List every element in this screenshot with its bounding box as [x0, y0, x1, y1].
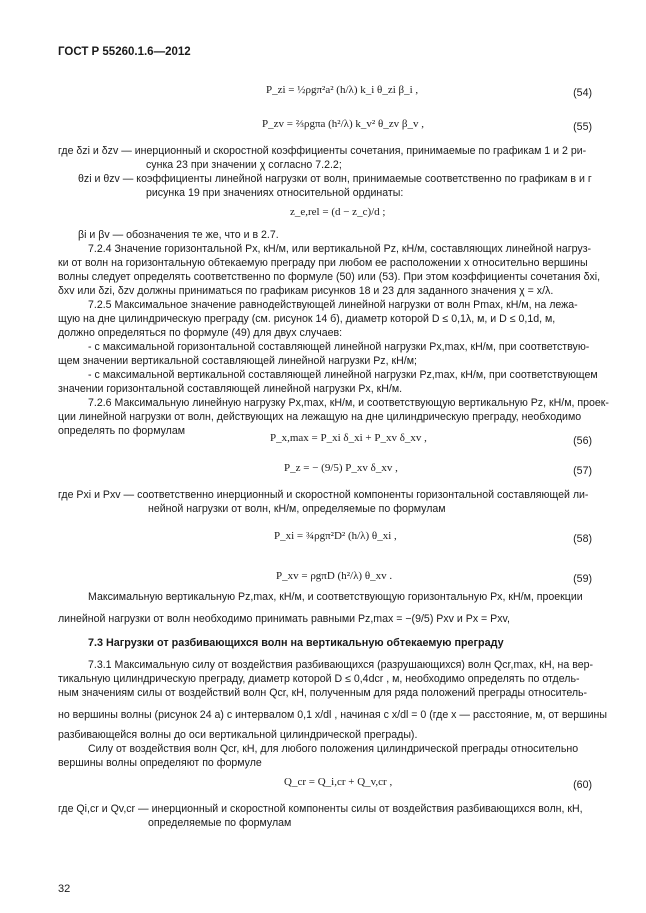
paragraph-line: линейной нагрузки от волн необходимо принимать равными Pz,max = −(9/5) Pxv и Px = Pxv,	[58, 613, 511, 625]
definition-line: нейной нагрузки от волн, кН/м, определяемые по формулам	[148, 503, 446, 515]
equation-60: Q_cr = Q_i,cr + Q_v,cr ,	[284, 776, 393, 788]
equation-57: P_z = − (9/5) P_xv δ_xv ,	[284, 462, 398, 474]
equation-number-58: (58)	[573, 533, 592, 545]
paragraph-line: ным значениям силы от воздействий волн Qcr, кН, полученным для ряда положений преграды относитель-	[58, 687, 588, 699]
paragraph-line: 7.2.6 Максимальную линейную нагрузку Px,max, кН/м, и соответствующую вертикальную Pz, кН/м, проек-	[88, 397, 609, 409]
paragraph-line: определять по формулам	[58, 425, 186, 437]
paragraph-line: вершины волны определяют по формуле	[58, 757, 262, 769]
definition-line: определяемые по формулам	[148, 817, 292, 829]
paragraph-line: 7.3.1 Максимальную силу от воздействия разбивающихся (разрушающихся) волн Qcr,max, кН, на вер-	[88, 659, 594, 671]
paragraph-line: - с максимальной горизонтальной составляющей линейной нагрузки Px,max, кН/м, при соответствую-	[88, 341, 590, 353]
paragraph-line: 7.2.4 Значение горизонтальной Px, кН/м, или вертикальной Pz, кН/м, составляющих линейной нагруз-	[88, 243, 592, 255]
paragraph-line: но вершины волны (рисунок 24 а) с интервалом 0,1 x/dl , начиная с x/dl = 0 (где x — расстояние, м, от вершины	[58, 709, 608, 721]
equation-58: P_xi = ¾ρgπ²D² (h/λ) θ_xi ,	[274, 530, 397, 542]
paragraph-line: щую на дне цилиндрическую преграду (см. рисунок 14 б), диаметр которой D ≤ 0,1λ, м, и D ≤ 0,1d, м,	[58, 313, 556, 325]
equation-55: P_zv = ⅔ρgπa (h²/λ) k_v² θ_zv β_v ,	[262, 118, 424, 130]
paragraph-line: ции линейной нагрузки от волн, действующих на лежащую на дне цилиндрическую преграду, необходимо	[58, 411, 582, 423]
paragraph-line: - с максимальной вертикальной составляющей линейной нагрузки Pz,max, кН/м, при соответствующем	[88, 369, 598, 381]
paragraph-line: ки от волн на горизонтальную обтекаемую преграду при любом ее расположении x относительно вершины	[58, 257, 588, 269]
paragraph-line: должно определяться по формуле (49) для двух случаев:	[58, 327, 343, 339]
paragraph-line: щем значении вертикальной составляющей линейной нагрузки Pz, кН/м;	[58, 355, 417, 367]
definition-line: θzi и θzv — коэффициенты линейной нагрузки от волн, принимаемые соответственно по графикам в и г	[78, 173, 592, 185]
definition-line: рисунка 19 при значениях относительной ординаты:	[146, 187, 404, 199]
section-heading: 7.3 Нагрузки от разбивающихся волн на вертикальную обтекаемую преграду	[88, 637, 504, 649]
equation-56: P_x,max = P_xi δ_xi + P_xv δ_xv ,	[270, 432, 427, 444]
equation-number-57: (57)	[573, 465, 592, 477]
equation-59: P_xv = ρgπD (h²/λ) θ_xv .	[276, 570, 393, 582]
definition-line: где Qi,cr и Qv,cr — инерционный и скоростной компоненты силы от воздействия разбивающихся волн, кН,	[58, 803, 583, 815]
definition-line: сунка 23 при значении χ согласно 7.2.2;	[146, 159, 342, 171]
paragraph-line: значении горизонтальной составляющей линейной нагрузки Px, кН/м.	[58, 383, 403, 395]
page-number: 32	[58, 883, 71, 895]
equation-relative-ordinate: z_e,rel = (d − z_c)/d ;	[290, 206, 386, 218]
paragraph-line: Максимальную вертикальную Pz,max, кН/м, и соответствующую горизонтальную Px, кН/м, проекции	[88, 591, 583, 603]
equation-number-59: (59)	[573, 573, 592, 585]
paragraph-line: разбивающейся волны до оси вертикальной цилиндрической преграды).	[58, 729, 418, 741]
paragraph-line: тикальную цилиндрическую преграду, диаметр которой D ≤ 0,4dcr , м, необходимо определять по отдель-	[58, 673, 580, 685]
document-header: ГОСТ Р 55260.1.6—2012	[58, 46, 191, 58]
equation-number-60: (60)	[573, 779, 592, 791]
paragraph-line: Силу от воздействия волн Qcr, кН, для любого положения цилиндрической преграды относительно	[88, 743, 579, 755]
definition-line: где Pxi и Pxv — соответственно инерционный и скоростной компоненты горизонтальной составляющей ли-	[58, 489, 589, 501]
equation-number-55: (55)	[573, 121, 592, 133]
equation-number-54: (54)	[573, 87, 592, 99]
paragraph-line: волны следует определять соответственно по формуле (50) или (53). При этом коэффициенты сочетания δxi,	[58, 271, 601, 283]
definition-line: где δzi и δzv — инерционный и скоростной коэффициенты сочетания, принимаемые по графикам 1 и 2 ри-	[58, 145, 587, 157]
equation-number-56: (56)	[573, 435, 592, 447]
paragraph-line: δxv или δzi, δzv должны приниматься по графикам рисунков 18 и 23 для заданного значения χ = x/λ.	[58, 285, 554, 297]
paragraph-line: 7.2.5 Максимальное значение равнодействующей линейной нагрузки от волн Pmax, кН/м, на лежа-	[88, 299, 578, 311]
equation-54: P_zi = ½ρgπ²a² (h/λ) k_i θ_zi β_i ,	[266, 84, 419, 96]
definition-line: βi и βv — обозначения те же, что и в 2.7.	[78, 229, 279, 241]
